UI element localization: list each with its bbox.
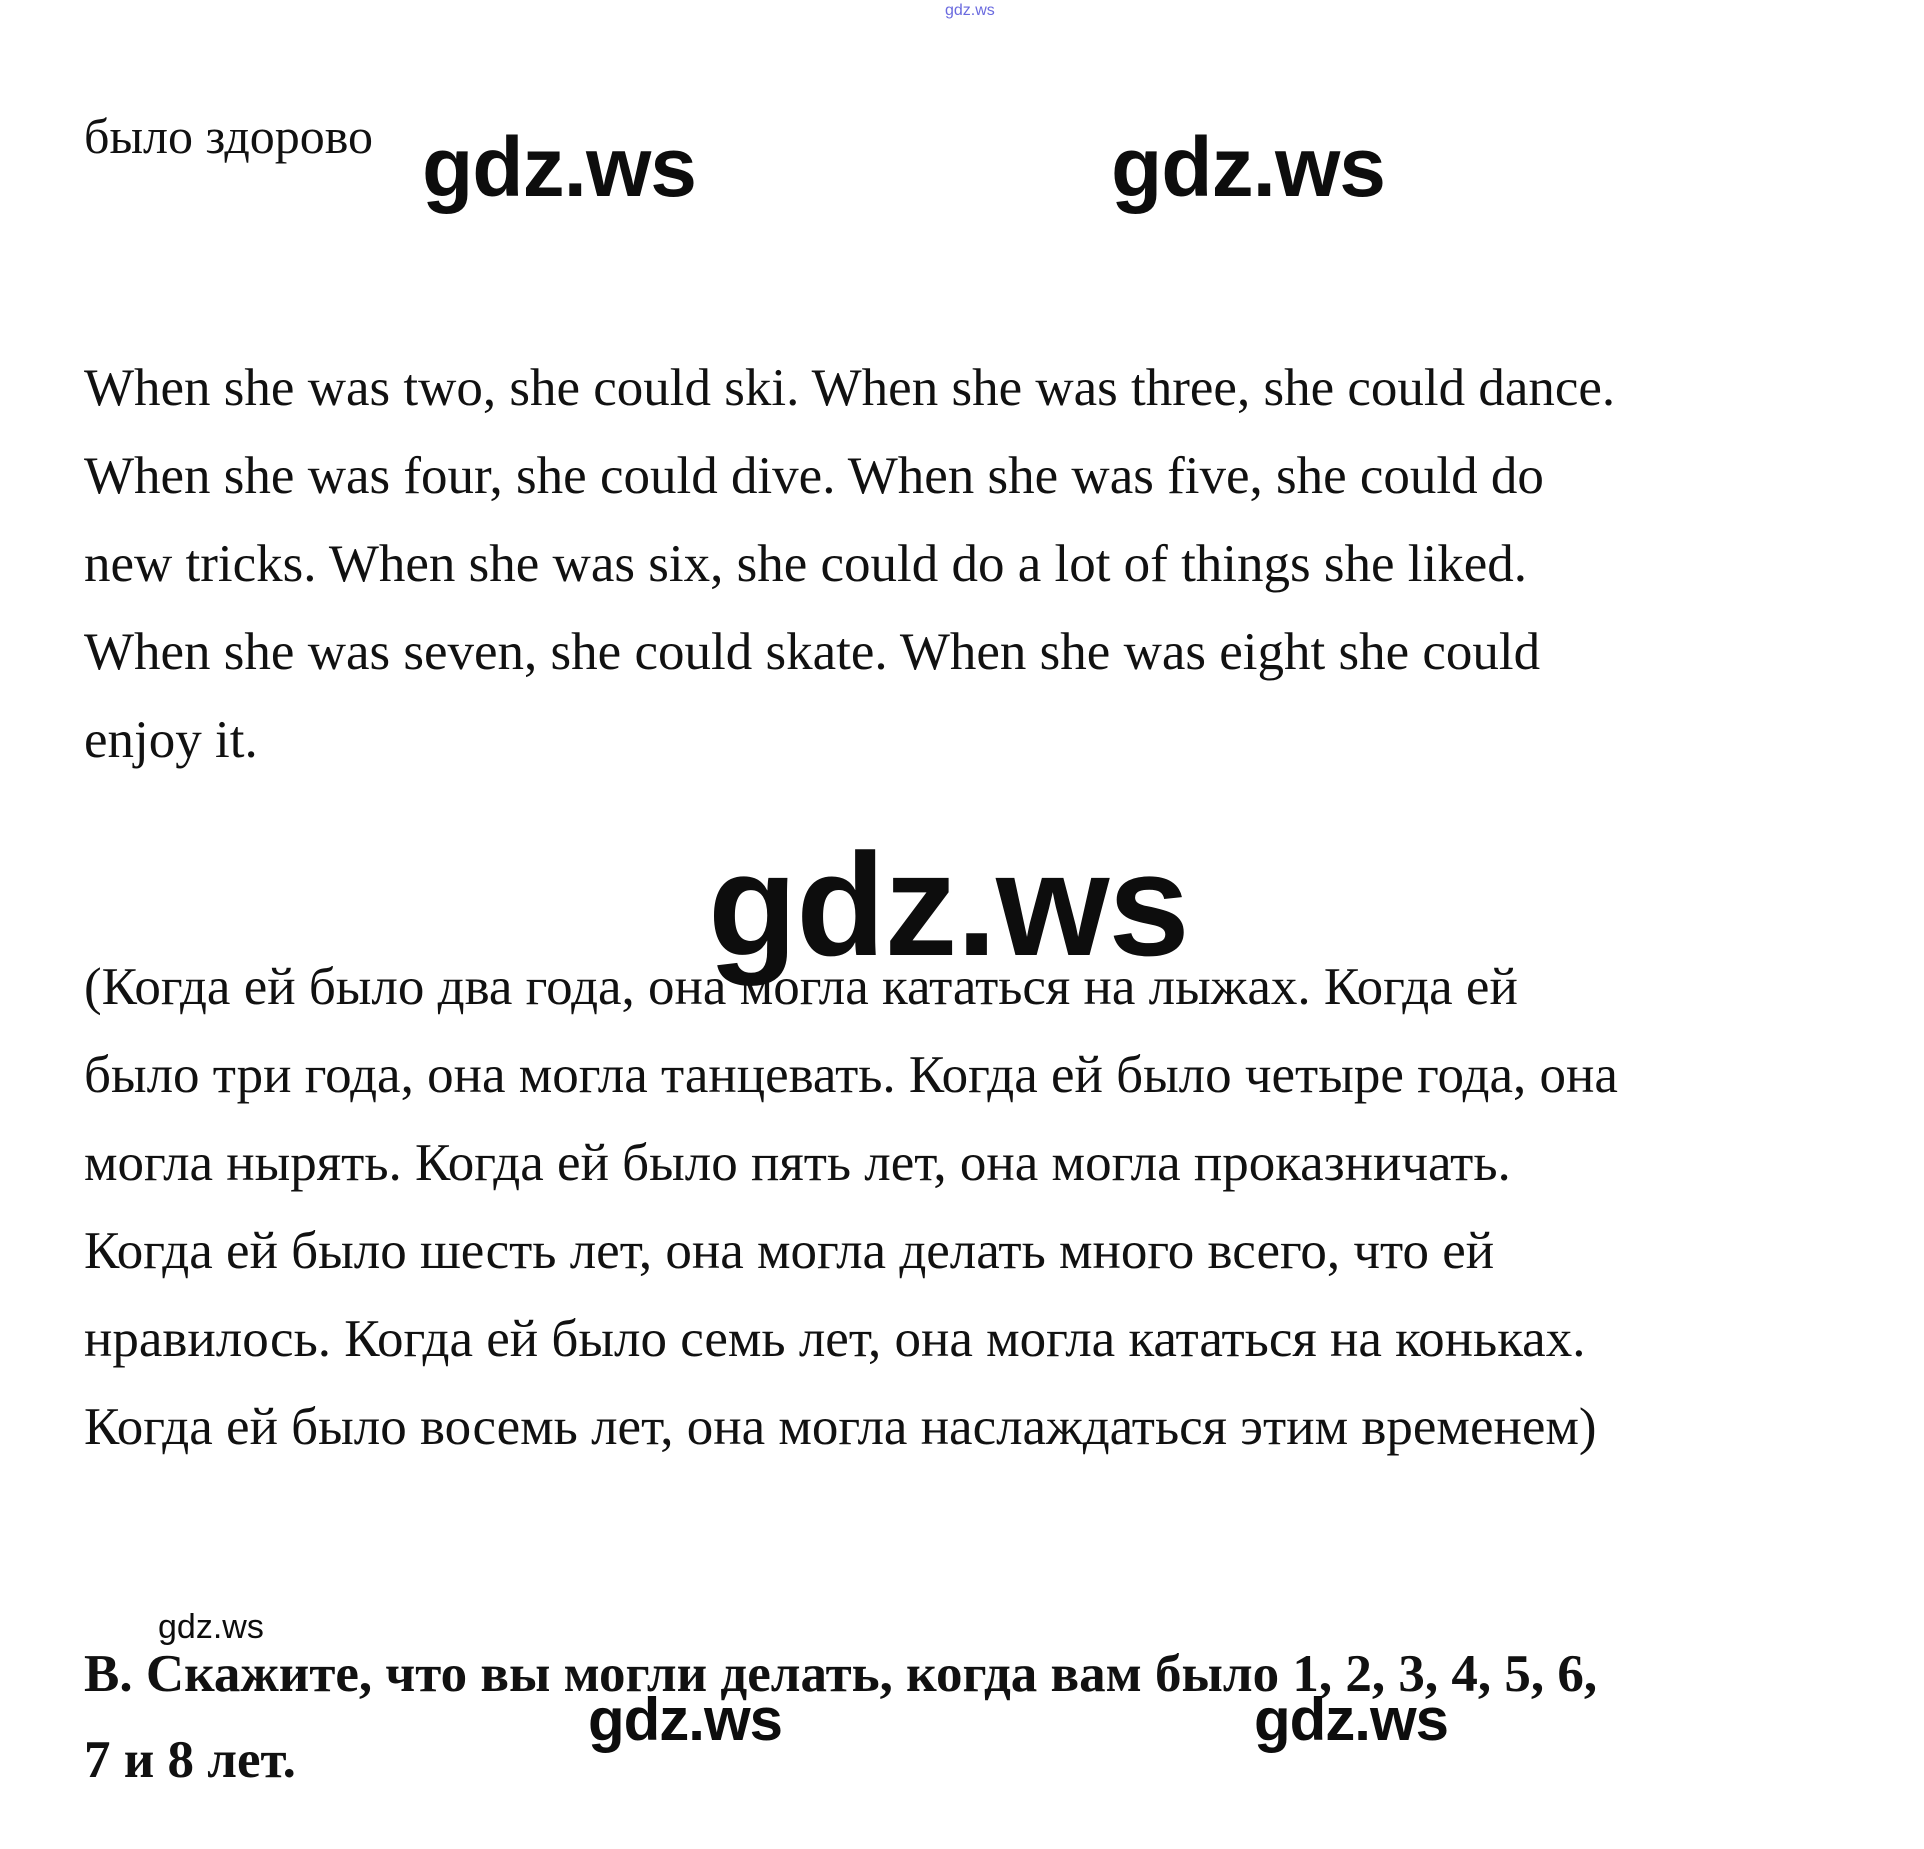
english-line: enjoy it. [84,711,258,769]
watermark-bottom-right: gdz.ws [1254,1686,1449,1753]
fragment-text: было здорово [84,108,374,164]
site-mark: gdz.ws [945,2,995,19]
english-line: new tricks. When she was six, she could do a lot of things she liked. [84,535,1528,593]
russian-line: (Когда ей было два года, она могла кататься на лыжах. Когда ей [84,958,1518,1016]
russian-line: могла нырять. Когда ей было пять лет, она могла проказничать. [84,1134,1511,1192]
russian-line: Когда ей было восемь лет, она могла наслаждаться этим временем) [84,1398,1597,1456]
watermark-center: gdz.ws [708,823,1189,986]
russian-line: нравилось. Когда ей было семь лет, она могла кататься на коньках. [84,1310,1586,1368]
russian-paragraph [84,943,1618,1471]
english-paragraph [84,344,1615,784]
russian-line: Когда ей было шесть лет, она могла делать много всего, что ей [84,1222,1495,1280]
task-b-line: 7 и 8 лет. [84,1731,296,1789]
russian-line: было три года, она могла танцевать. Когда ей было четыре года, она [84,1046,1618,1104]
watermark-top-left: gdz.ws [422,120,697,214]
watermark-bottom-left: gdz.ws [588,1686,783,1753]
english-line: When she was two, she could ski. When she was three, she could dance. [84,359,1616,417]
english-line: When she was four, she could dive. When she was five, she could do [84,447,1544,505]
watermark-small: gdz.ws [158,1608,264,1646]
english-line: When she was seven, she could skate. When she was eight she could [84,623,1541,681]
task-b-line: B. Скажите, что вы могли делать, когда вам было 1, 2, 3, 4, 5, 6, [84,1645,1598,1703]
watermark-top-right: gdz.ws [1111,120,1386,214]
